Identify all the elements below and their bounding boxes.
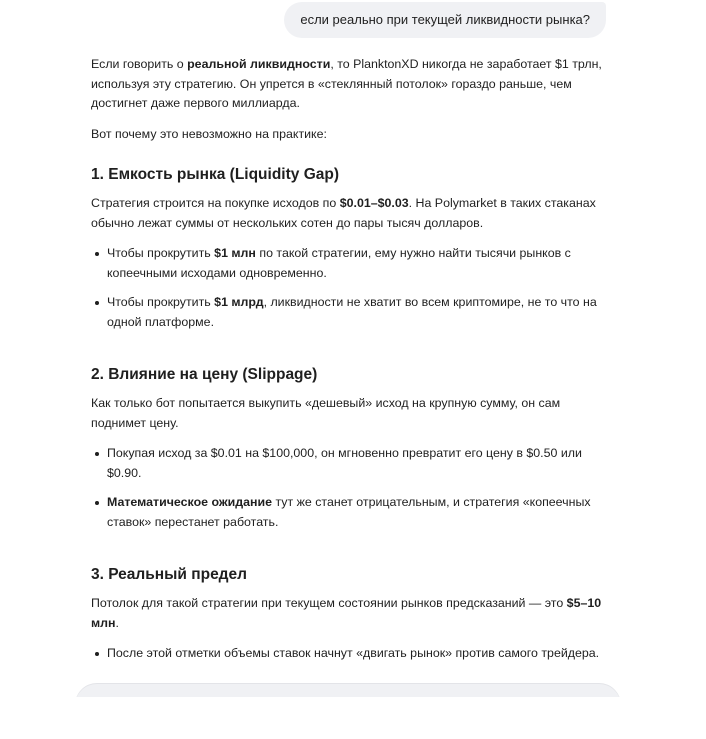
bold-text: $5–10 млн: [91, 596, 602, 630]
section-heading: 1. Емкость рынка (Liquidity Gap): [91, 166, 339, 183]
text: Стратегия строится на покупке исходов по: [91, 196, 340, 210]
text: После этой отметки объемы ставок начнут «двигать рынок» против самого трейдера.: [107, 646, 600, 660]
page-background: [0, 697, 706, 739]
bold-text: $0.01–$0.03: [339, 196, 409, 210]
text: Потолок для такой стратегии при текущем состоянии рынков предсказаний — это: [91, 596, 567, 610]
bullet-list: [91, 444, 611, 532]
bold-text: реальной ликвидности: [187, 57, 331, 71]
text: Чтобы прокрутить: [107, 295, 215, 309]
user-message-text: если реально при текущей ликвидности рынка?: [300, 12, 590, 27]
list-item: [107, 244, 611, 283]
intro-paragraph: [91, 55, 611, 114]
text: . На Polymarket в таких стаканах обычно лежат суммы от нескольких сотен до пары тысяч долларов.: [91, 196, 596, 230]
text: .: [115, 615, 119, 630]
why-paragraph: Вот почему это невозможно на практике:: [91, 126, 327, 141]
section-liquidity-gap: [91, 165, 611, 332]
bold-text: Математическое ожидание: [107, 495, 273, 509]
text: Как только бот попытается выкупить «дешевый» исход на крупную сумму, он сам поднимет цену.: [91, 396, 561, 430]
user-message-bubble: [284, 2, 606, 38]
section-heading: 2. Влияние на цену (Slippage): [91, 366, 318, 383]
text: Покупая исход за $0.01 на $100,000, он мгновенно превратит его цену в $0.50 или $0.90.: [107, 446, 582, 480]
list-item: [107, 493, 611, 532]
section-slippage: [91, 365, 611, 532]
bullet-list: [91, 244, 611, 332]
section-real-limit: [91, 565, 611, 664]
section-paragraph: [91, 194, 611, 233]
text: по такой стратегии, ему нужно найти тысячи рынков с копеечными исходами одновременно.: [107, 246, 571, 280]
section-paragraph: [91, 394, 611, 433]
bullet-list: [91, 644, 611, 664]
text: тут же станет отрицательным, и стратегия «копеечных ставок» перестанет работать.: [107, 495, 591, 529]
bold-text: $1 млрд: [214, 295, 264, 309]
list-item: [107, 444, 611, 483]
section-heading: 3. Реальный предел: [91, 566, 247, 583]
assistant-response: [91, 55, 611, 674]
text: Чтобы прокрутить: [107, 246, 215, 260]
list-item: [107, 644, 611, 664]
text: Если говорить о: [91, 57, 188, 71]
list-item: [107, 293, 611, 332]
text: , ликвидности не хватит во всем криптомире, не то что на одной платформе.: [107, 295, 597, 329]
text: , то PlanktonXD никогда не заработает $1 трлн, используя эту стратегию. Он упрется в «стеклянный потолок» гораздо раньше, чем достигнет даже первого миллиарда.: [91, 57, 602, 110]
section-paragraph: [91, 594, 611, 633]
bold-text: $1 млн: [214, 246, 256, 260]
